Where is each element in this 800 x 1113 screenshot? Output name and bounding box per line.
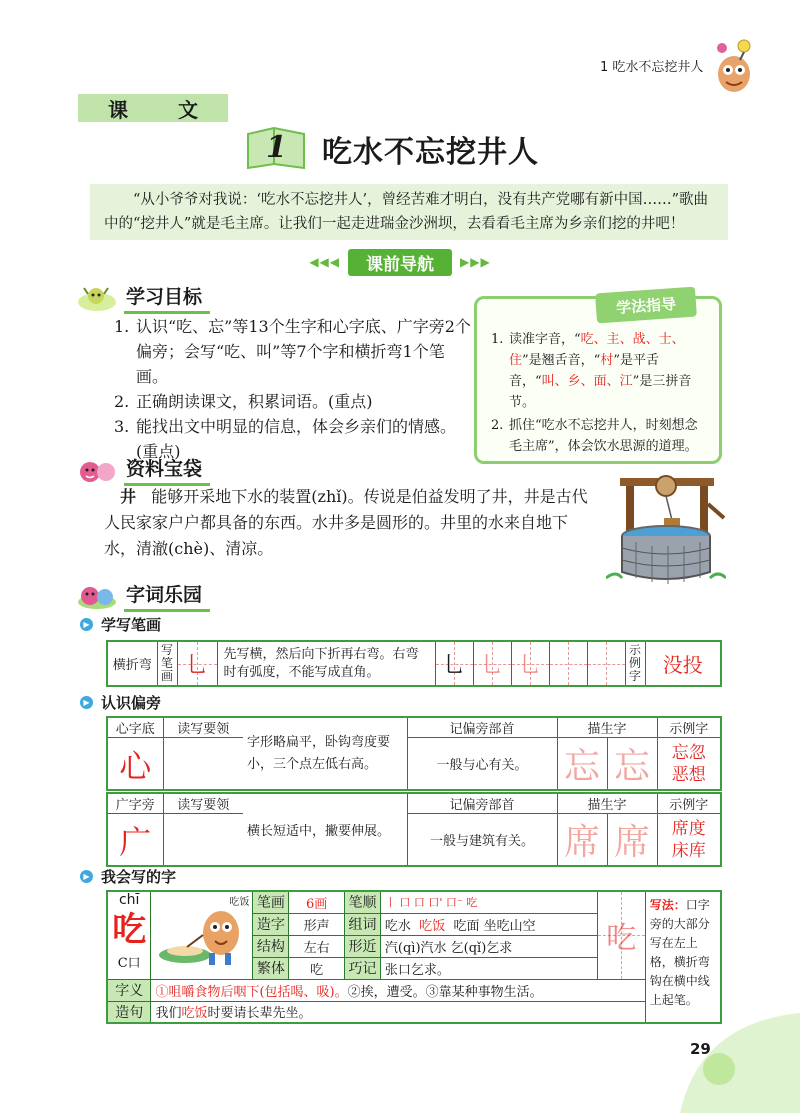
goals-heading (76, 282, 210, 314)
section-tag-char-2: 文 (178, 97, 198, 122)
radical-examples (657, 738, 721, 791)
stroke-name: 横折弯 (107, 641, 157, 686)
goals-heading-label: 学习目标 (124, 282, 210, 314)
garden-heading (76, 580, 210, 612)
trace-char: 忘 (607, 738, 657, 791)
method-item (491, 329, 707, 413)
read-tip-header: 读写要领 (163, 793, 243, 814)
triangle-bullet-icon: ▶ (80, 618, 93, 631)
strokes-count: 6画 (306, 896, 328, 912)
group-word-highlight: 吃饭 (419, 918, 446, 934)
garden-heading-label: 字词乐园 (124, 580, 210, 612)
read-tip-spacer (163, 738, 243, 791)
radical-name: 广字旁 (107, 793, 163, 814)
garden-badge-icon (76, 582, 118, 610)
stroke-glyph: 乚 (185, 653, 208, 678)
struct-label: 结构 (253, 935, 289, 957)
stroke-practice-grid (549, 641, 587, 686)
similar-value: 汽(qì)汽水 乞(qǐ)乞求 (380, 935, 597, 957)
char-image-label: 吃饭 (229, 897, 250, 908)
stroke-order: 丨 口 口 口' 口⁻ 吃 (380, 891, 597, 913)
char-trace-glyph: 吃 (606, 921, 637, 957)
memory-text: 一般与心有关。 (407, 738, 557, 791)
stroke-practice-grid (587, 641, 625, 686)
group-word: 吃面 坐吃山空 (453, 918, 536, 934)
char-main-cell (107, 891, 151, 979)
group-word: 吃水 (384, 918, 411, 934)
read-tip-text: 字形略扁平，卧钩弯度要小，三个点左低右高。 (243, 717, 407, 790)
stroke-practice-grid (511, 641, 549, 686)
stroke-description: 先写横，然后向下折再右弯。右弯时有弧度，不能写成直角。 (217, 641, 435, 686)
method-text: 抓住“吃水不忘挖井人，时刻想念毛主席”，体会饮水思源的道理。 (509, 418, 698, 454)
method-text-part: ”是三拼音节。 (509, 374, 692, 410)
method-text-part: ”是翘舌音，“ (522, 353, 601, 368)
well-illustration (606, 474, 726, 586)
stroke-trace-glyph: 乚 (480, 653, 503, 678)
strokes-label: 笔画 (253, 891, 289, 913)
goals-badge-icon (76, 284, 118, 312)
read-tip-header: 读写要领 (163, 717, 243, 738)
stroke-practice-grid (473, 641, 511, 686)
pre-nav-label: 课前导航 (348, 249, 452, 276)
meaning-primary: ①咀嚼食物后咽下(包括喝、吸)。 (155, 984, 348, 1000)
lesson-title-text: 吃水不忘挖井人 (322, 135, 539, 170)
char-image-cell (151, 891, 253, 979)
char-glyph: 吃 (112, 910, 147, 950)
memory-header: 记偏旁部首 (407, 717, 557, 738)
lesson-number: 1 (266, 130, 287, 165)
stroke-practice-grid (435, 641, 473, 686)
method-text-part: ”是平舌音，“ (509, 353, 659, 389)
meaning-label: 字义 (107, 979, 151, 1001)
method-number: 2. (491, 418, 504, 433)
stroke-trace-glyph: 乚 (518, 653, 541, 678)
example-label: 示例字 (625, 641, 645, 686)
goal-number: 2. (114, 392, 130, 411)
page-number: 29 (690, 1040, 711, 1058)
trace-header: 描生字 (557, 793, 657, 814)
triangle-bullet-icon: ▶ (80, 870, 93, 883)
make-label: 造字 (253, 913, 289, 935)
stroke-examples: 没投 (645, 641, 721, 686)
character-card (106, 890, 722, 1024)
lesson-title (244, 124, 539, 174)
memory-header: 记偏旁部首 (407, 793, 557, 814)
example-header: 示例字 (657, 717, 721, 738)
radicals-subheading (80, 692, 161, 713)
strokes-heading-label: 学写笔画 (101, 616, 162, 634)
example-line: 床库 (671, 840, 706, 861)
skill-label: 巧记 (345, 957, 381, 979)
read-tip-spacer (163, 814, 243, 867)
intro-paragraph: “从小爷爷对我说：‘吃水不忘挖井人’，曾经苦难才明白，没有共产党哪有新中国……”歌曲中的“挖井人”就是毛主席。让我们一起走进瑞金沙洲坝，去看看毛主席为乡亲们挖的井吧！ (90, 184, 728, 240)
method-item (491, 415, 707, 457)
info-text: 能够开采地下水的装置(zhǐ)。传说是伯益发明了井，井是古代人民家家户户都具备的东西。水井多是圆形的。井里的水来自地下水，清澈(chè)、清凉。 (104, 487, 588, 558)
writing-tip (645, 891, 721, 1023)
section-tag-char-1: 课 (108, 97, 128, 122)
char-practice-grid (597, 891, 645, 979)
radical-name: 心字底 (107, 717, 163, 738)
radical-examples (657, 814, 721, 867)
example-header: 示例字 (657, 793, 721, 814)
radical-table-heart (106, 716, 722, 791)
sentence-label: 造句 (107, 1001, 151, 1023)
goals-list (114, 314, 474, 464)
trace-char: 席 (557, 814, 607, 867)
read-tip-text: 横长短适中，撇要伸展。 (243, 793, 407, 866)
trace-char: 忘 (557, 738, 607, 791)
chars-subheading (80, 866, 176, 887)
struct-value: 左右 (289, 935, 345, 957)
memory-text: 一般与建筑有关。 (407, 814, 557, 867)
info-badge-icon (76, 456, 118, 484)
make-value: 形声 (289, 913, 345, 935)
sentence-value (151, 1001, 645, 1023)
stroke-table (106, 640, 722, 687)
section-tag (78, 94, 228, 122)
stroke-practice-glyph: 乚 (442, 653, 465, 678)
method-text (509, 329, 707, 413)
meaning-value (151, 979, 645, 1001)
goal-item (114, 389, 474, 414)
group-label: 组词 (345, 913, 381, 935)
skill-value: 张口乞求。 (380, 957, 597, 979)
stroke-grid (177, 641, 217, 686)
char-structure-code: C口 (117, 956, 141, 971)
strokes-subheading (80, 614, 161, 635)
sentence-highlight: 吃饭 (181, 1006, 208, 1022)
goal-text: 能找出文中明显的信息，体会乡亲们的情感。(重点) (136, 417, 457, 461)
trad-label: 繁体 (253, 957, 289, 979)
goal-number: 3. (114, 417, 130, 436)
writing-tip-text: 口字旁的大部分写在左上格，横折弯钩在横中线上起笔。 (649, 898, 710, 1007)
similar-label: 形近 (345, 935, 381, 957)
char-pinyin: chī (118, 892, 140, 908)
method-guide-tag: 学法指导 (595, 287, 697, 324)
sentence-part: 时要请长辈先坐。 (207, 1006, 312, 1022)
writing-tip-label: 写法： (649, 898, 686, 912)
trace-header: 描生字 (557, 717, 657, 738)
goal-item (114, 314, 474, 389)
example-line: 忘忽 (671, 742, 706, 763)
method-red-text: 叫、乡、面、江 (541, 374, 633, 389)
group-value (380, 913, 597, 935)
radical-table-shelter (106, 792, 722, 867)
triangle-bullet-icon: ▶ (80, 696, 93, 709)
method-number: 1. (491, 332, 504, 347)
goal-text: 正确朗读课文，积累词语。(重点) (136, 392, 373, 411)
radical-glyph: 心 (107, 738, 163, 791)
trace-char: 席 (607, 814, 657, 867)
goal-text: 认识“吃、忘”等13个生字和心字底、广字旁2个偏旁；会写“吃、叫”等7个字和横折弯1个笔画。 (136, 317, 471, 386)
corner-decoration (660, 1013, 800, 1113)
method-text-part: 读准字音，“ (509, 332, 581, 347)
method-red-text: 村 (600, 353, 614, 368)
info-term: 井 (120, 487, 137, 506)
radical-glyph: 广 (107, 814, 163, 867)
info-paragraph (104, 484, 596, 562)
trad-value: 吃 (289, 957, 345, 979)
goal-number: 1. (114, 317, 130, 336)
running-header: 1 吃水不忘挖井人 (600, 60, 704, 75)
info-heading-label: 资料宝袋 (124, 454, 210, 486)
method-red-text: 吃、主、战、士、住 (509, 332, 685, 368)
pre-class-nav-banner (280, 250, 520, 274)
sentence-part: 我们 (155, 1006, 182, 1022)
info-heading (76, 454, 210, 486)
meaning-rest: ②挨，遭受。③靠某种事物生活。 (347, 984, 543, 1000)
example-line: 恶想 (671, 764, 706, 785)
strokes-value (289, 891, 345, 913)
mascot-icon (710, 36, 760, 96)
example-line: 席度 (671, 818, 706, 839)
stroke-label: 写笔画 (157, 641, 177, 686)
order-label: 笔顺 (345, 891, 381, 913)
book-icon (244, 126, 308, 172)
chars-heading-label: 我会写的字 (101, 868, 177, 886)
radicals-heading-label: 认识偏旁 (101, 694, 162, 712)
left-arrows-icon: ◀◀◀ (309, 255, 340, 269)
right-arrows-icon: ▶▶▶ (460, 255, 491, 269)
